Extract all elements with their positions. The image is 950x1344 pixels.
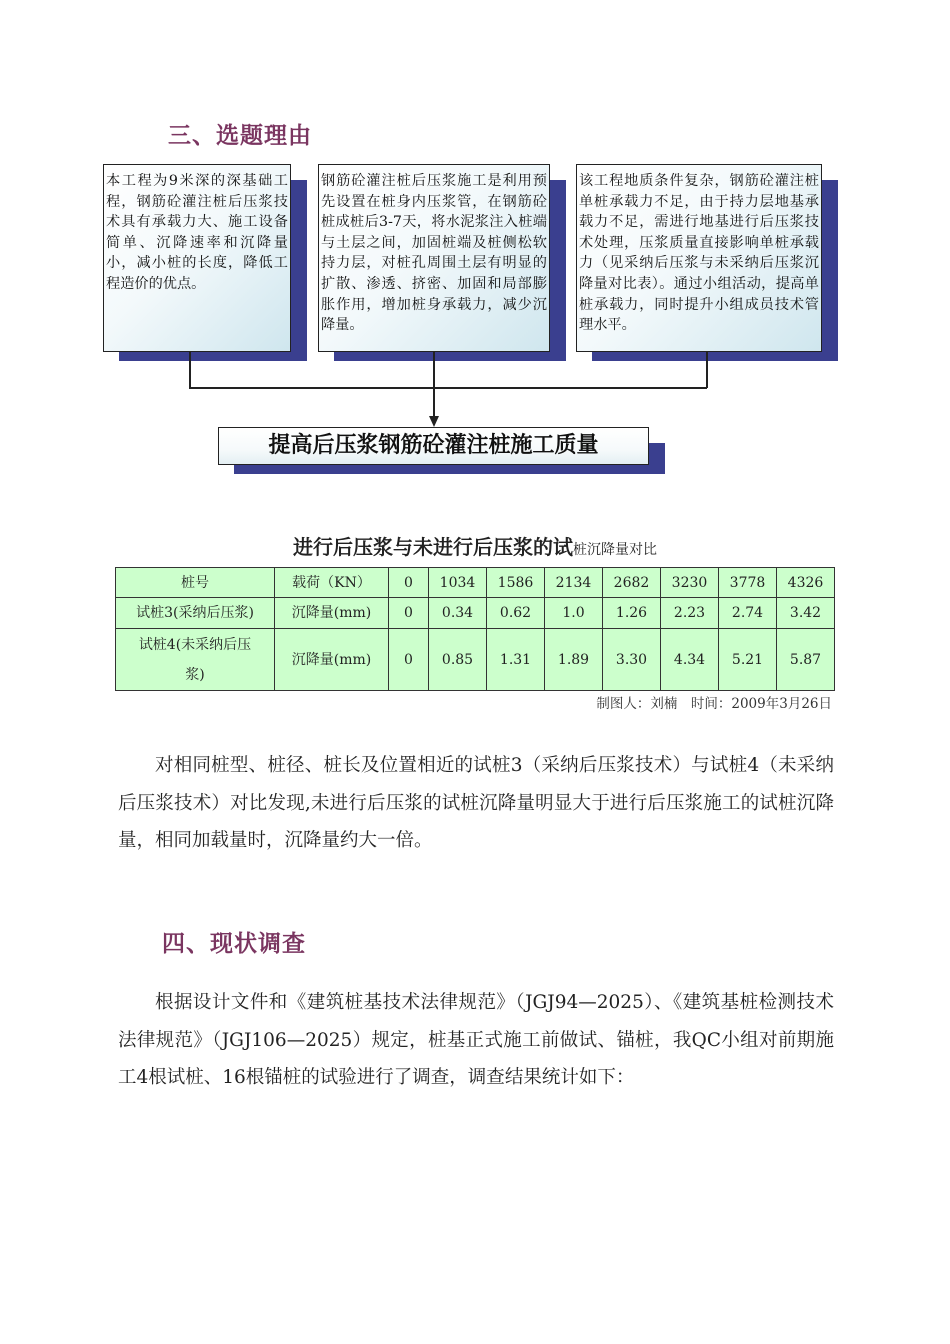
section-title-4: 四、现状调查 — [162, 931, 306, 957]
table-cell: 0 — [389, 629, 429, 691]
table-title-main: 进行后压浆与未进行后压浆的试 — [293, 535, 573, 559]
table-cell: 0.62 — [487, 598, 545, 629]
table-cell: 3.30 — [603, 629, 661, 691]
table-cell: 3.42 — [777, 598, 835, 629]
table-title — [0, 531, 950, 560]
table-cell: 5.87 — [777, 629, 835, 691]
table-cell: 试桩4(未采纳后压浆) — [116, 629, 275, 691]
connector-line — [189, 387, 707, 389]
arrow-down-icon — [429, 416, 439, 427]
table-header-row — [116, 568, 835, 598]
paragraph-comparison: 对相同桩型、桩径、桩长及位置相近的试桩3（采纳后压浆技术）与试桩4（未采纳后压浆技术）对比发现,未进行后压浆的试桩沉降量明显大于进行后压浆施工的试桩沉降量，相同加载量时，沉降量约大一倍。 — [118, 755, 834, 851]
table-cell: 1.0 — [545, 598, 603, 629]
reason-box-2: 钢筋砼灌注桩后压浆施工是利用预先设置在桩身内压浆管，在钢筋砼桩成桩后3-7天，将水泥浆注入桩端与土层之间，加固桩端及桩侧松软持力层，对桩孔周围土层有明显的扩散、渗透、挤密、加固和局部膨胀作用，增加桩身承载力，减少沉降量。 — [318, 164, 550, 352]
table-title-sub: 桩沉降量对比 — [573, 542, 657, 558]
table-cell: 1.31 — [487, 629, 545, 691]
table-cell: 5.21 — [719, 629, 777, 691]
table-cell: 2.23 — [661, 598, 719, 629]
reason-box-1: 本工程为9米深的深基础工程，钢筋砼灌注桩后压浆技术具有承载力大、施工设备简单、沉降速率和沉降量小，减小桩的长度，降低工程造价的优点。 — [103, 164, 291, 352]
table-cell: 3230 — [661, 568, 719, 598]
table-cell: 0.85 — [429, 629, 487, 691]
table-cell: 1034 — [429, 568, 487, 598]
section-title-3: 三、选题理由 — [168, 123, 312, 149]
table-row — [116, 629, 835, 691]
table-cell: 沉降量(mm) — [275, 598, 389, 629]
settlement-table — [115, 567, 835, 691]
table-cell: 2.74 — [719, 598, 777, 629]
table-cell: 沉降量(mm) — [275, 629, 389, 691]
table-cell: 0 — [389, 598, 429, 629]
connector-line — [433, 352, 435, 418]
table-cell: 2134 — [545, 568, 603, 598]
table-cell: 1.89 — [545, 629, 603, 691]
table-cell: 3778 — [719, 568, 777, 598]
table-cell: 0.34 — [429, 598, 487, 629]
connector-line — [189, 352, 191, 388]
connector-line — [706, 352, 708, 388]
table-cell: 1.26 — [603, 598, 661, 629]
table-cell: 4.34 — [661, 629, 719, 691]
goal-box: 提高后压浆钢筋砼灌注桩施工质量 — [218, 427, 649, 465]
table-cell: 2682 — [603, 568, 661, 598]
reason-box-3: 该工程地质条件复杂，钢筋砼灌注桩单桩承载力不足，由于持力层地基承载力不足，需进行地基进行后压浆技术处理，压浆质量直接影响单桩承载力（见采纳后压浆与未采纳后压浆沉降量对比表）。通过小组活动，提高单桩承载力，同时提升小组成员技术管理水平。 — [576, 164, 822, 352]
paragraph-survey: 根据设计文件和《建筑桩基技术法律规范》（JGJ94—2025）、《建筑基桩检测技术法律规范》（JGJ106—2025）规定，桩基正式施工前做试、锚桩，我QC小组对前期施工4根试桩、16根锚桩的试验进行了调查，调查结果统计如下： — [118, 992, 834, 1088]
table-cell: 4326 — [777, 568, 835, 598]
table-cell: 桩号 — [116, 568, 275, 598]
table-cell: 1586 — [487, 568, 545, 598]
table-row — [116, 598, 835, 629]
table-cell: 0 — [389, 568, 429, 598]
table-cell: 载荷（KN） — [275, 568, 389, 598]
table-cell: 试桩3(采纳后压浆) — [116, 598, 275, 629]
table-credit: 制图人：刘楠 时间：2009年3月26日 — [596, 696, 832, 712]
